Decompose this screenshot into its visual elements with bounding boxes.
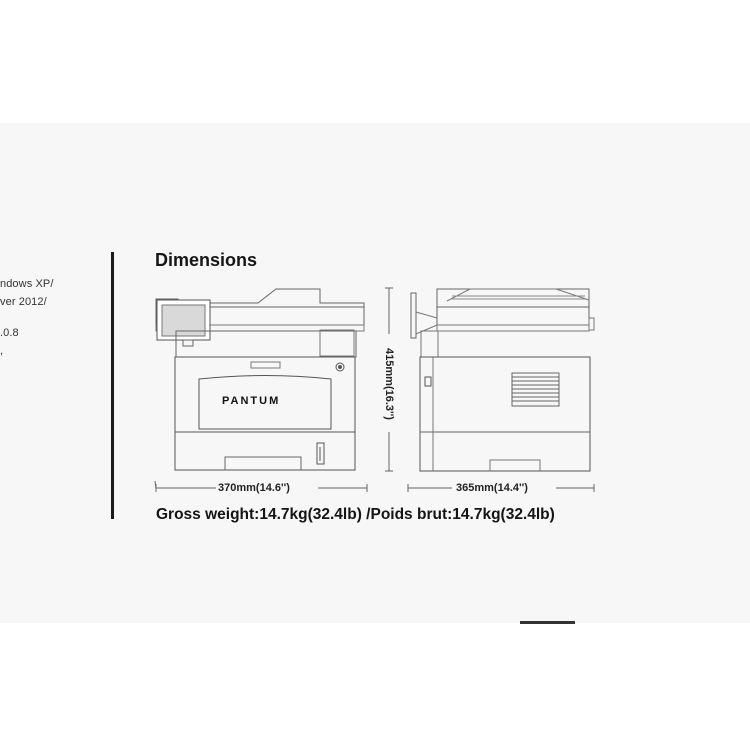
cut-text-line-4: , bbox=[0, 345, 4, 357]
dimension-height-label: 415mm(16.3'') bbox=[383, 348, 395, 420]
dimension-depth-label: 365mm(14.4'') bbox=[456, 482, 528, 494]
gross-weight-text: Gross weight:14.7kg(32.4lb) /Poids brut:14.7kg(32.4lb) bbox=[156, 506, 555, 523]
dimension-width-label: 370mm(14.6'') bbox=[218, 482, 290, 494]
cut-text-line-1: ndows XP/ bbox=[0, 278, 54, 290]
cut-text-line-3: .0.8 bbox=[0, 327, 19, 339]
printer-front-view bbox=[156, 289, 364, 470]
box-edge-mark bbox=[520, 621, 575, 624]
printer-side-view bbox=[411, 289, 594, 471]
printer-brand-logo: PANTUM bbox=[222, 395, 281, 407]
section-heading: Dimensions bbox=[155, 250, 258, 270]
cut-text-line-2: ver 2012/ bbox=[0, 296, 47, 308]
